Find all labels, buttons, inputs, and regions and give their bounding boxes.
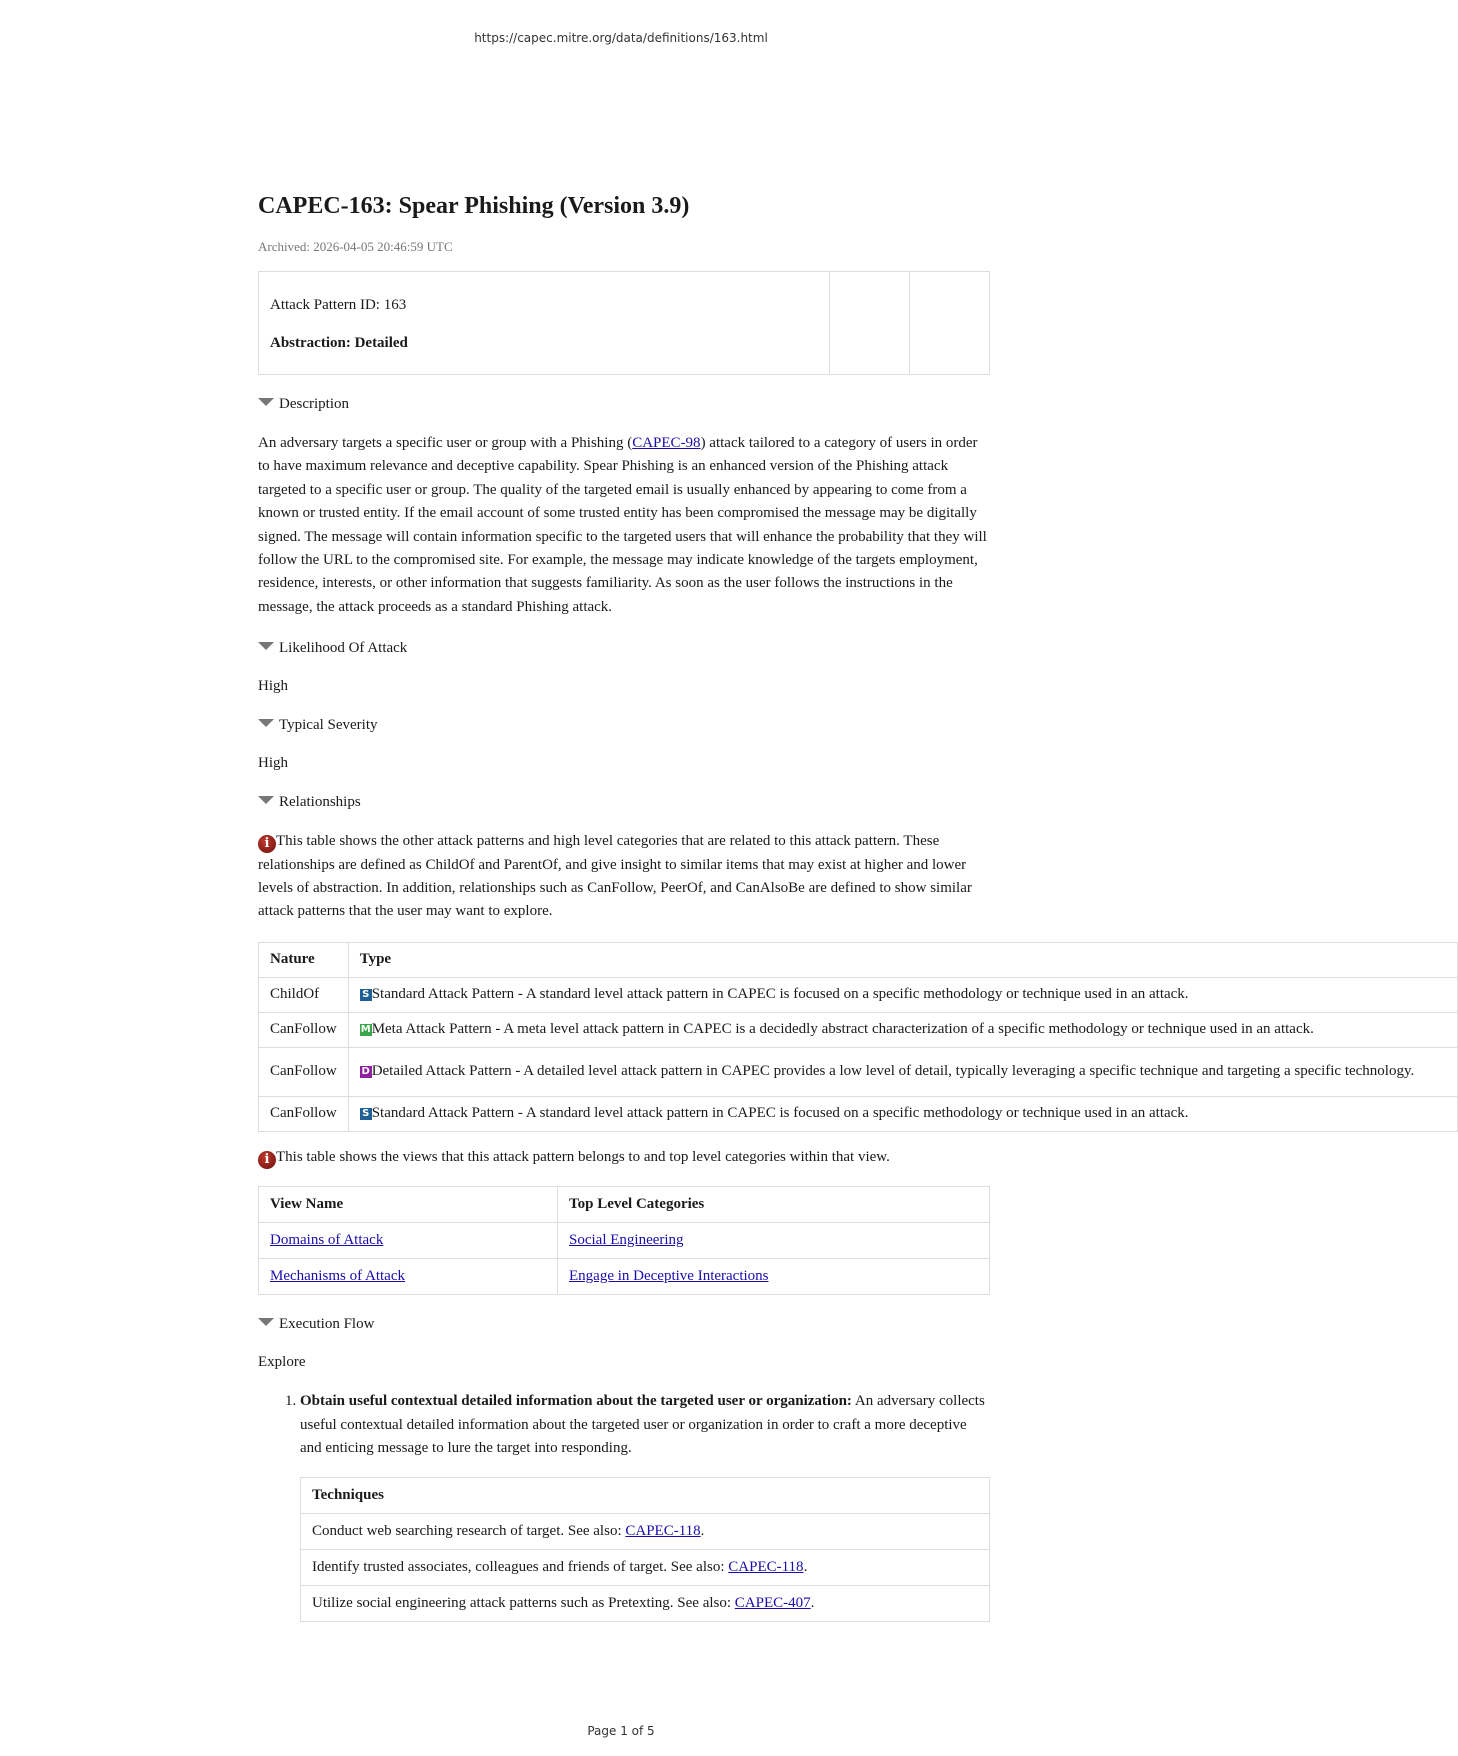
capec-118-link[interactable]: CAPEC-118	[728, 1558, 804, 1575]
table-row: Utilize social engineering attack patterns such as Pretexting. See also: CAPEC-407.	[301, 1585, 990, 1621]
page-title: CAPEC-163: Spear Phishing (Version 3.9)	[258, 193, 690, 219]
section-title: Typical Severity	[279, 716, 378, 733]
section-title: Relationships	[279, 793, 361, 810]
type-header: Type	[348, 942, 1457, 977]
collapse-triangle-icon[interactable]	[258, 1318, 274, 1326]
type-cell	[348, 1096, 1457, 1131]
category-link[interactable]: Social Engineering	[569, 1232, 684, 1249]
severity-value: High	[258, 755, 288, 772]
info-icon: i	[258, 1151, 276, 1169]
top-level-categories-header: Top Level Categories	[558, 1187, 990, 1223]
techniques-table	[300, 1477, 990, 1622]
summary-main	[259, 272, 829, 374]
techniques-header: Techniques	[301, 1477, 990, 1513]
capec-118-link[interactable]: CAPEC-118	[625, 1522, 701, 1539]
type-cell	[348, 1047, 1457, 1096]
main-content	[258, 190, 1415, 1622]
table-row	[259, 1259, 990, 1295]
abstraction-level: Abstraction: Detailed	[270, 335, 408, 351]
section-title: Likelihood Of Attack	[279, 639, 408, 656]
type-cell	[348, 1012, 1457, 1047]
summary-box	[258, 271, 990, 375]
table-row	[259, 977, 1458, 1012]
page-number: Page 1 of 5	[587, 1724, 655, 1738]
section-title: Execution Flow	[279, 1315, 375, 1332]
attack-pattern-id: Attack Pattern ID: 163	[270, 297, 407, 313]
description-text: An adversary targets a specific user or group with a Phishing (CAPEC-98) attack tailored to a category of users in order to have maximum relevance and deceptive capability. Spear Phishing is an enhanced version of the Phishing attack targeted to a specific user or group. The quality of the targeted email is usually enhanced by appearing to come from a known or trusted entity. If the email account of some trusted entity has been compromised the message may be digitally signed. The message will contain information specific to the targeted users that will enhance the probability that they will follow the URL to the compromised site. For example, the message may indicate knowledge of the targets employment, residence, interests, or other information that suggests familiarity. As soon as the user follows the instructions in the message, the attack proceeds as a standard Phishing attack.	[258, 435, 987, 615]
abstraction-badge-icon: S	[360, 1108, 372, 1120]
capec-407-link[interactable]: CAPEC-407	[734, 1594, 811, 1611]
table-row	[259, 1012, 1458, 1047]
views-note: i This table shows the views that this attack pattern belongs to and top level categories within that view.	[258, 1146, 990, 1169]
table-row	[259, 1047, 1458, 1096]
table-row: Identify trusted associates, colleagues and friends of target. See also: CAPEC-118.	[301, 1549, 990, 1585]
list-item	[300, 1390, 990, 1460]
nature-header: Nature	[259, 942, 349, 977]
collapse-triangle-icon[interactable]	[258, 796, 274, 804]
abstraction-badge-icon: M	[360, 1024, 371, 1036]
collapse-triangle-icon[interactable]	[258, 719, 274, 727]
category-link[interactable]: Engage in Deceptive Interactions	[569, 1268, 769, 1285]
type-description: Standard Attack Pattern - A standard level attack pattern in CAPEC is focused on a specific methodology or technique used in an attack.	[371, 1105, 1189, 1122]
nature-cell: CanFollow	[259, 1012, 349, 1047]
page-url: https://capec.mitre.org/data/definitions/163.html	[474, 31, 768, 45]
table-row	[259, 1096, 1458, 1131]
summary-cell-empty	[909, 272, 989, 374]
archived-timestamp: Archived: 2026-04-05 20:46:59 UTC	[258, 239, 453, 254]
relationships-table	[258, 942, 1458, 1132]
step-text: An adversary collects useful contextual detailed information about the targeted user or organization in order to craft a more deceptive and enticing message to lure the target into responding.	[300, 1393, 985, 1457]
info-icon: i	[258, 835, 276, 853]
collapse-triangle-icon[interactable]	[258, 642, 274, 650]
severity-heading[interactable]	[258, 715, 990, 735]
view-link[interactable]: Mechanisms of Attack	[270, 1268, 405, 1285]
capec-98-link[interactable]: CAPEC-98	[632, 435, 701, 451]
abstraction-badge-icon: S	[360, 989, 372, 1001]
table-row	[259, 1223, 990, 1259]
relationships-note: i This table shows the other attack patterns and high level categories that are related to this attack pattern. These relationships are defined as ChildOf and ParentOf, and give insight to similar items that may exist at higher and lower levels of abstraction. In addition, relationships such as CanFollow, PeerOf, and CanAlsoBe are defined to show similar attack patterns that the user may want to explore.	[258, 833, 972, 920]
relationships-heading[interactable]	[258, 792, 990, 812]
nature-cell: CanFollow	[259, 1096, 349, 1131]
type-description: Standard Attack Pattern - A standard level attack pattern in CAPEC is focused on a specific methodology or technique used in an attack.	[371, 986, 1189, 1003]
step-title: Obtain useful contextual detailed information about the targeted user or organization:	[300, 1393, 852, 1410]
abstraction-badge-icon: D	[361, 1066, 370, 1078]
likelihood-heading[interactable]	[258, 638, 990, 658]
nature-cell: ChildOf	[259, 977, 349, 1012]
execution-steps	[258, 1390, 990, 1460]
views-table	[258, 1186, 990, 1295]
nature-cell: CanFollow	[259, 1047, 349, 1096]
table-row: Conduct web searching research of target. See also: CAPEC-118.	[301, 1513, 990, 1549]
view-name-header: View Name	[259, 1187, 558, 1223]
section-title: Description	[279, 395, 349, 412]
collapse-triangle-icon[interactable]	[258, 398, 274, 406]
description-heading[interactable]	[258, 394, 990, 414]
type-description: Meta Attack Pattern - A meta level attack pattern in CAPEC is a decidedly abstract characterization of a specific methodology or technique used in an attack.	[371, 1021, 1314, 1038]
likelihood-value: High	[258, 678, 288, 695]
view-link[interactable]: Domains of Attack	[270, 1232, 384, 1249]
type-description: Detailed Attack Pattern - A detailed level attack pattern in CAPEC provides a low level of detail, typically leveraging a specific technique and targeting a specific technology.	[371, 1063, 1415, 1080]
summary-cell-empty	[829, 272, 909, 374]
relationships-table-wrapper	[258, 942, 1415, 1132]
execution-flow-heading[interactable]	[258, 1314, 990, 1334]
execution-phase: Explore	[258, 1354, 306, 1371]
type-cell	[348, 977, 1457, 1012]
